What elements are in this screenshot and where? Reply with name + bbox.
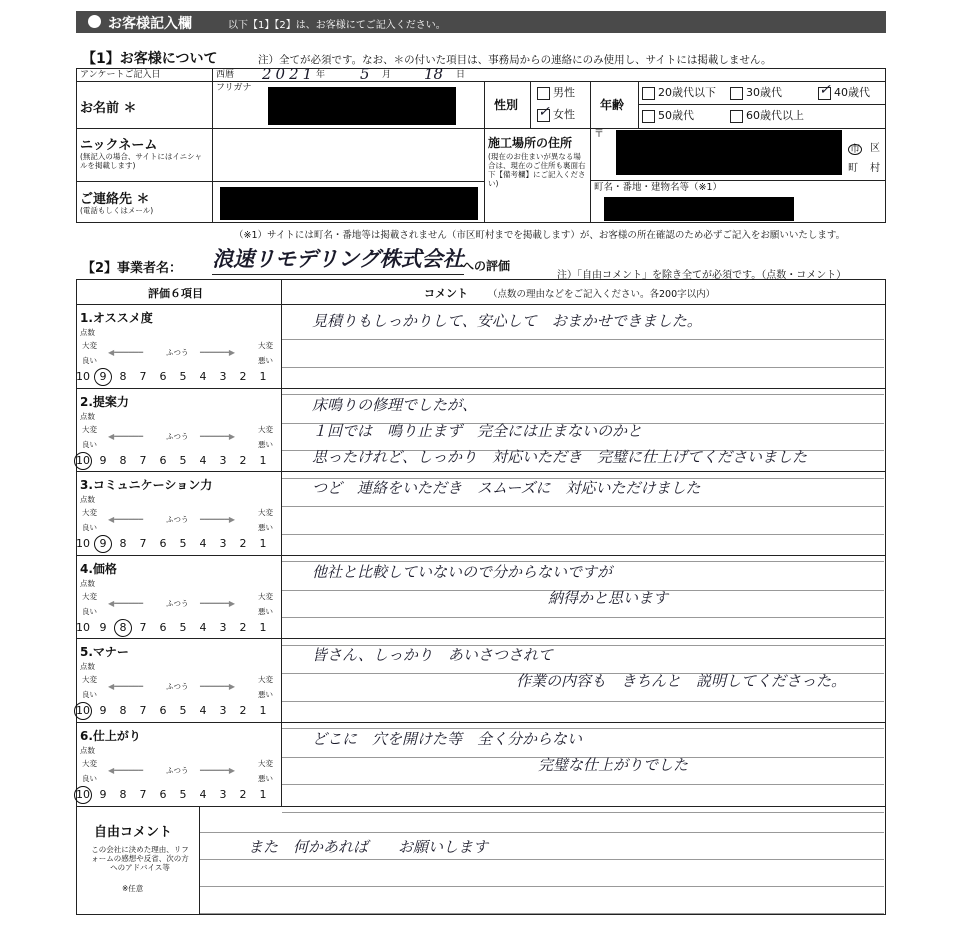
score-option[interactable]: 4 [199,620,207,634]
score-option[interactable]: 4 [199,704,207,717]
gender-label: 性別 [494,98,519,112]
scale-arrow-right-icon: ━━━━━━▶ [200,431,236,441]
age-option-label: 20歳代以下 [658,86,716,99]
score-option[interactable]: 8 [119,370,127,383]
comment-text[interactable]: １回では 鳴り止まず 完全には止まないのかと [312,421,643,440]
scale-bad-label: 悪い [258,439,273,449]
score-option[interactable]: 1 [259,453,267,467]
scale-points-label: 点数 [80,578,95,588]
age-option-label: 30歳代 [746,86,782,99]
date-year-value[interactable]: 2021 [262,65,317,83]
free-comment-help: この会社に決めた理由、リフォームの感想や反省、次の方へのアドバイス等 [91,845,189,872]
date-month-unit: 月 [382,70,392,80]
scale-normal-label: ふつう [166,765,189,775]
date-day-value[interactable]: 18 [424,65,444,83]
checkbox-icon[interactable] [537,87,550,100]
score-option[interactable]: 9 [99,787,107,801]
scale-normal-label: ふつう [166,431,189,441]
score-option[interactable]: 3 [219,620,227,634]
scale-bad-top-label: 大変 [258,508,273,517]
contact-label: ご連絡先 ＊ [80,192,150,207]
bullet-icon [88,15,101,28]
date-day-unit: 日 [456,70,466,80]
score-option[interactable]: 3 [219,704,227,717]
comment-text[interactable]: 納得かと思います [548,588,669,607]
score-option[interactable]: 8 [119,537,127,550]
section2-heading-suffix: への評価 [462,259,511,273]
comment-text[interactable]: 他社と比較していないので分からないですが [312,562,613,581]
checkbox-icon[interactable] [730,110,743,123]
scale-bad-label: 悪い [258,523,273,532]
scale-normal-label: ふつう [166,348,189,357]
comment-text[interactable]: 床鳴りの修理でしたが、 [312,395,478,414]
score-option[interactable]: 2 [239,787,247,801]
scale-points-label: 点数 [80,411,95,421]
age-option-60[interactable] [730,107,804,123]
scale-arrow-right-icon: ━━━━━━▶ [200,682,236,691]
score-option[interactable]: 3 [219,453,227,467]
scale-bad-label: 悪い [258,773,273,783]
comment-text[interactable]: 完璧な仕上がりでした [538,755,689,774]
scale-great-label: 大変 [82,591,97,601]
score-option[interactable]: 1 [259,620,267,634]
criterion-title: 2.提案力 [80,394,129,409]
scale-arrow-left-icon: ◀━━━━━━ [108,348,144,357]
score-option[interactable]: 8 [119,704,127,717]
scale-arrow-right-icon: ━━━━━━▶ [200,515,236,524]
free-comment-divider [199,806,200,915]
score-option[interactable]: 10 [74,786,92,804]
scale-points-label: 点数 [80,495,95,504]
col-items-header: 評価６項目 [148,287,203,300]
score-option[interactable]: 4 [199,537,207,550]
score-option[interactable]: 1 [259,370,267,383]
score-option[interactable]: 7 [139,704,147,717]
score-option[interactable]: 2 [239,370,247,383]
free-comment-text[interactable]: また 何かあれば お願いします [248,838,489,856]
section2-heading-prefix: 【2】事業者名： [82,261,183,276]
name-redaction [268,87,456,125]
checkbox-icon[interactable] [642,110,655,123]
scale-normal-label: ふつう [166,515,189,524]
score-option[interactable]: 8 [114,619,132,637]
score-option[interactable]: 7 [139,370,147,383]
score-option[interactable]: 7 [139,537,147,550]
score-option[interactable]: 5 [179,704,187,717]
score-option[interactable]: 7 [139,787,147,801]
scale-arrow-right-icon: ━━━━━━▶ [200,348,236,357]
scale-arrow-left-icon: ◀━━━━━━ [108,515,144,524]
nickname-help: (無記入の場合、サイトにはイニシャルを掲載します) [80,152,202,170]
city-mark-shi: 市 [850,144,860,155]
col-comment-help: （点数の理由などをご記入ください。各200字以内） [488,289,716,300]
scale-good-label: 良い [82,439,97,449]
age-option-label: 50歳代 [658,109,694,122]
checkbox-icon[interactable] [642,87,655,100]
scale-normal-label: ふつう [166,682,189,691]
section1-heading: 【1】お客様について [82,51,218,67]
scale-arrow-right-icon: ━━━━━━▶ [200,598,236,608]
comment-text[interactable]: どこに 穴を開けた等 全く分からない [312,729,583,748]
score-option[interactable]: 5 [179,370,187,383]
address2-redaction [604,197,794,221]
score-option[interactable]: 6 [159,370,167,383]
table-divider [281,279,282,806]
score-option[interactable]: 9 [99,704,107,717]
gender-female-label: 女性 [553,108,575,121]
checkbox-checked-icon[interactable]: ✓ [538,103,550,120]
score-option[interactable]: 10 [76,537,90,550]
comment-text[interactable]: 思ったけれど、しっかり 対応いただき 完璧に仕上げてくださいました [312,447,808,466]
date-year-unit: 年 [316,70,326,80]
score-option[interactable]: 6 [159,620,167,634]
scale-good-label: 良い [82,690,97,699]
score-option[interactable]: 9 [94,368,112,386]
score-option[interactable]: 1 [259,537,267,550]
gender-female-option[interactable] [537,103,575,122]
scale-good-label: 良い [82,523,97,532]
score-scale [74,368,278,386]
city-mark-cho: 町 [848,163,858,174]
scale-great-label: 大変 [82,424,97,434]
company-name[interactable]: 浪速リモデリング株式会社 [212,243,464,275]
city-mark-ku: 区 [870,143,880,154]
postal-mark: 〒 [594,129,604,140]
age-option-50[interactable] [642,107,694,123]
scale-bad-top-label: 大変 [258,591,273,601]
scale-bad-label: 悪い [258,606,273,616]
date-month-value[interactable]: 5 [360,65,370,83]
header-bar [76,11,886,33]
score-option[interactable]: 1 [259,704,267,717]
scale-good-label: 良い [82,773,97,783]
score-option[interactable]: 2 [239,453,247,467]
score-option[interactable]: 5 [179,620,187,634]
address-redaction [616,130,842,175]
score-scale [74,786,278,804]
score-option[interactable]: 10 [74,452,92,470]
score-option[interactable]: 3 [219,537,227,550]
scale-arrow-left-icon: ◀━━━━━━ [108,598,144,608]
score-scale [74,702,278,720]
age-label: 年齢 [600,98,625,112]
score-option[interactable]: 10 [76,370,90,383]
header-title: お客様記入欄 [108,16,192,32]
score-option[interactable]: 3 [219,787,227,801]
age-option-label: 60歳代以上 [746,109,804,122]
score-option[interactable]: 6 [159,537,167,550]
scale-great-label: 大変 [82,758,97,768]
scale-great-label: 大変 [82,508,97,517]
scale-good-label: 良い [82,606,97,616]
scale-bad-top-label: 大変 [258,424,273,434]
scale-good-label: 良い [82,356,97,365]
scale-arrow-left-icon: ◀━━━━━━ [108,682,144,691]
scale-great-label: 大変 [82,341,97,350]
gender-male-label: 男性 [553,86,575,99]
comment-text[interactable]: 作業の内容も きちんと 説明してくださった。 [516,672,847,690]
comment-text[interactable]: つど 連絡をいただき スムーズに 対応いただけました [312,479,701,497]
score-option[interactable]: 7 [139,620,147,634]
score-option[interactable]: 4 [199,370,207,383]
city-mark-son: 村 [870,163,880,174]
criterion-title: 5.マナー [80,645,129,659]
scale-bad-top-label: 大変 [258,341,273,350]
score-option[interactable]: 6 [159,787,167,801]
score-option[interactable]: 8 [119,453,127,467]
comment-text[interactable]: 見積りもしっかりして、安心して おまかせできました。 [312,312,702,330]
scale-points-label: 点数 [80,328,95,337]
score-option[interactable]: 9 [94,535,112,553]
contact-redaction [220,187,478,220]
score-option[interactable]: 10 [76,620,90,634]
name-label: お名前 ＊ [80,101,137,116]
scale-arrow-left-icon: ◀━━━━━━ [108,431,144,441]
age-option-40[interactable] [818,81,870,100]
score-option[interactable]: 8 [119,787,127,801]
score-option[interactable]: 5 [179,787,187,801]
scale-bad-label: 悪い [258,356,273,365]
comment-text[interactable]: 皆さん、しっかり あいさつされて [312,646,553,664]
scale-normal-label: ふつう [166,598,189,608]
age-option-label: 40歳代 [834,86,870,99]
score-option[interactable]: 9 [99,453,107,467]
score-option[interactable]: 7 [139,453,147,467]
scale-bad-label: 悪い [258,690,273,699]
scale-bad-top-label: 大変 [258,675,273,684]
address-label: 施工場所の住所 [488,136,573,150]
gender-male-option[interactable] [537,84,575,100]
score-scale [74,452,278,470]
address-line2-label: 町名・番地・建物名等（※1） [594,182,723,193]
scale-arrow-right-icon: ━━━━━━▶ [200,765,236,775]
score-scale [74,535,278,553]
criterion-title: 3.コミュニケーション力 [80,478,213,492]
age-option-30[interactable] [730,84,782,100]
col-comment-header: コメント [424,287,468,300]
checkbox-icon[interactable] [730,87,743,100]
score-option[interactable]: 9 [99,620,107,634]
score-option[interactable]: 10 [74,702,92,720]
nickname-label: ニックネーム [80,138,158,153]
header-subtitle: 以下【1】【2】は、お客様にてご記入ください。 [228,20,446,31]
score-scale [74,619,278,637]
age-option-20[interactable] [642,84,716,100]
score-option[interactable]: 1 [259,787,267,801]
scale-points-label: 点数 [80,662,95,671]
score-option[interactable]: 5 [179,453,187,467]
score-option[interactable]: 6 [159,453,167,467]
address-help: (現在のお住まいが異なる場合は、現在のご住所も裏面右下【備考欄】にご記入ください) [488,152,586,188]
scale-points-label: 点数 [80,745,95,755]
score-option[interactable]: 2 [239,620,247,634]
score-option[interactable]: 4 [199,787,207,801]
section2-note: 注）「自由コメント」を除き全てが必須です。（点数・コメント） [557,270,847,281]
score-option[interactable]: 4 [199,453,207,467]
date-era: 西暦 [216,70,235,80]
furigana-label: フリガナ [216,83,252,93]
criterion-title: 4.価格 [80,561,117,576]
contact-help: (電話もしくはメール) [80,206,154,215]
scale-great-label: 大変 [82,675,97,684]
score-option[interactable]: 6 [159,704,167,717]
scale-arrow-left-icon: ◀━━━━━━ [108,765,144,775]
scale-bad-top-label: 大変 [258,758,273,768]
score-option[interactable]: 3 [219,370,227,383]
checkbox-checked-icon[interactable]: ✓ [819,81,831,98]
free-comment-label: 自由コメント [94,825,173,840]
criterion-title: 6.仕上がり [80,728,141,743]
section1-note: 注）全てが必須です。なお、＊の付いた項目は、事務局からの連絡にのみ使用し、サイトには掲載しません。 [258,54,772,66]
score-option[interactable]: 2 [239,704,247,717]
free-comment-optional: ※任意 [122,884,144,893]
date-label: アンケートご記入日 [80,70,161,80]
score-option[interactable]: 5 [179,537,187,550]
section1-footnote: （※1）サイトには町名・番地等は掲載されません（市区町村までを掲載します）が、お客様の所在確認のため必ずご記入をお願いいたします。 [234,230,846,241]
criterion-title: 1.オススメ度 [80,311,153,325]
score-option[interactable]: 2 [239,537,247,550]
